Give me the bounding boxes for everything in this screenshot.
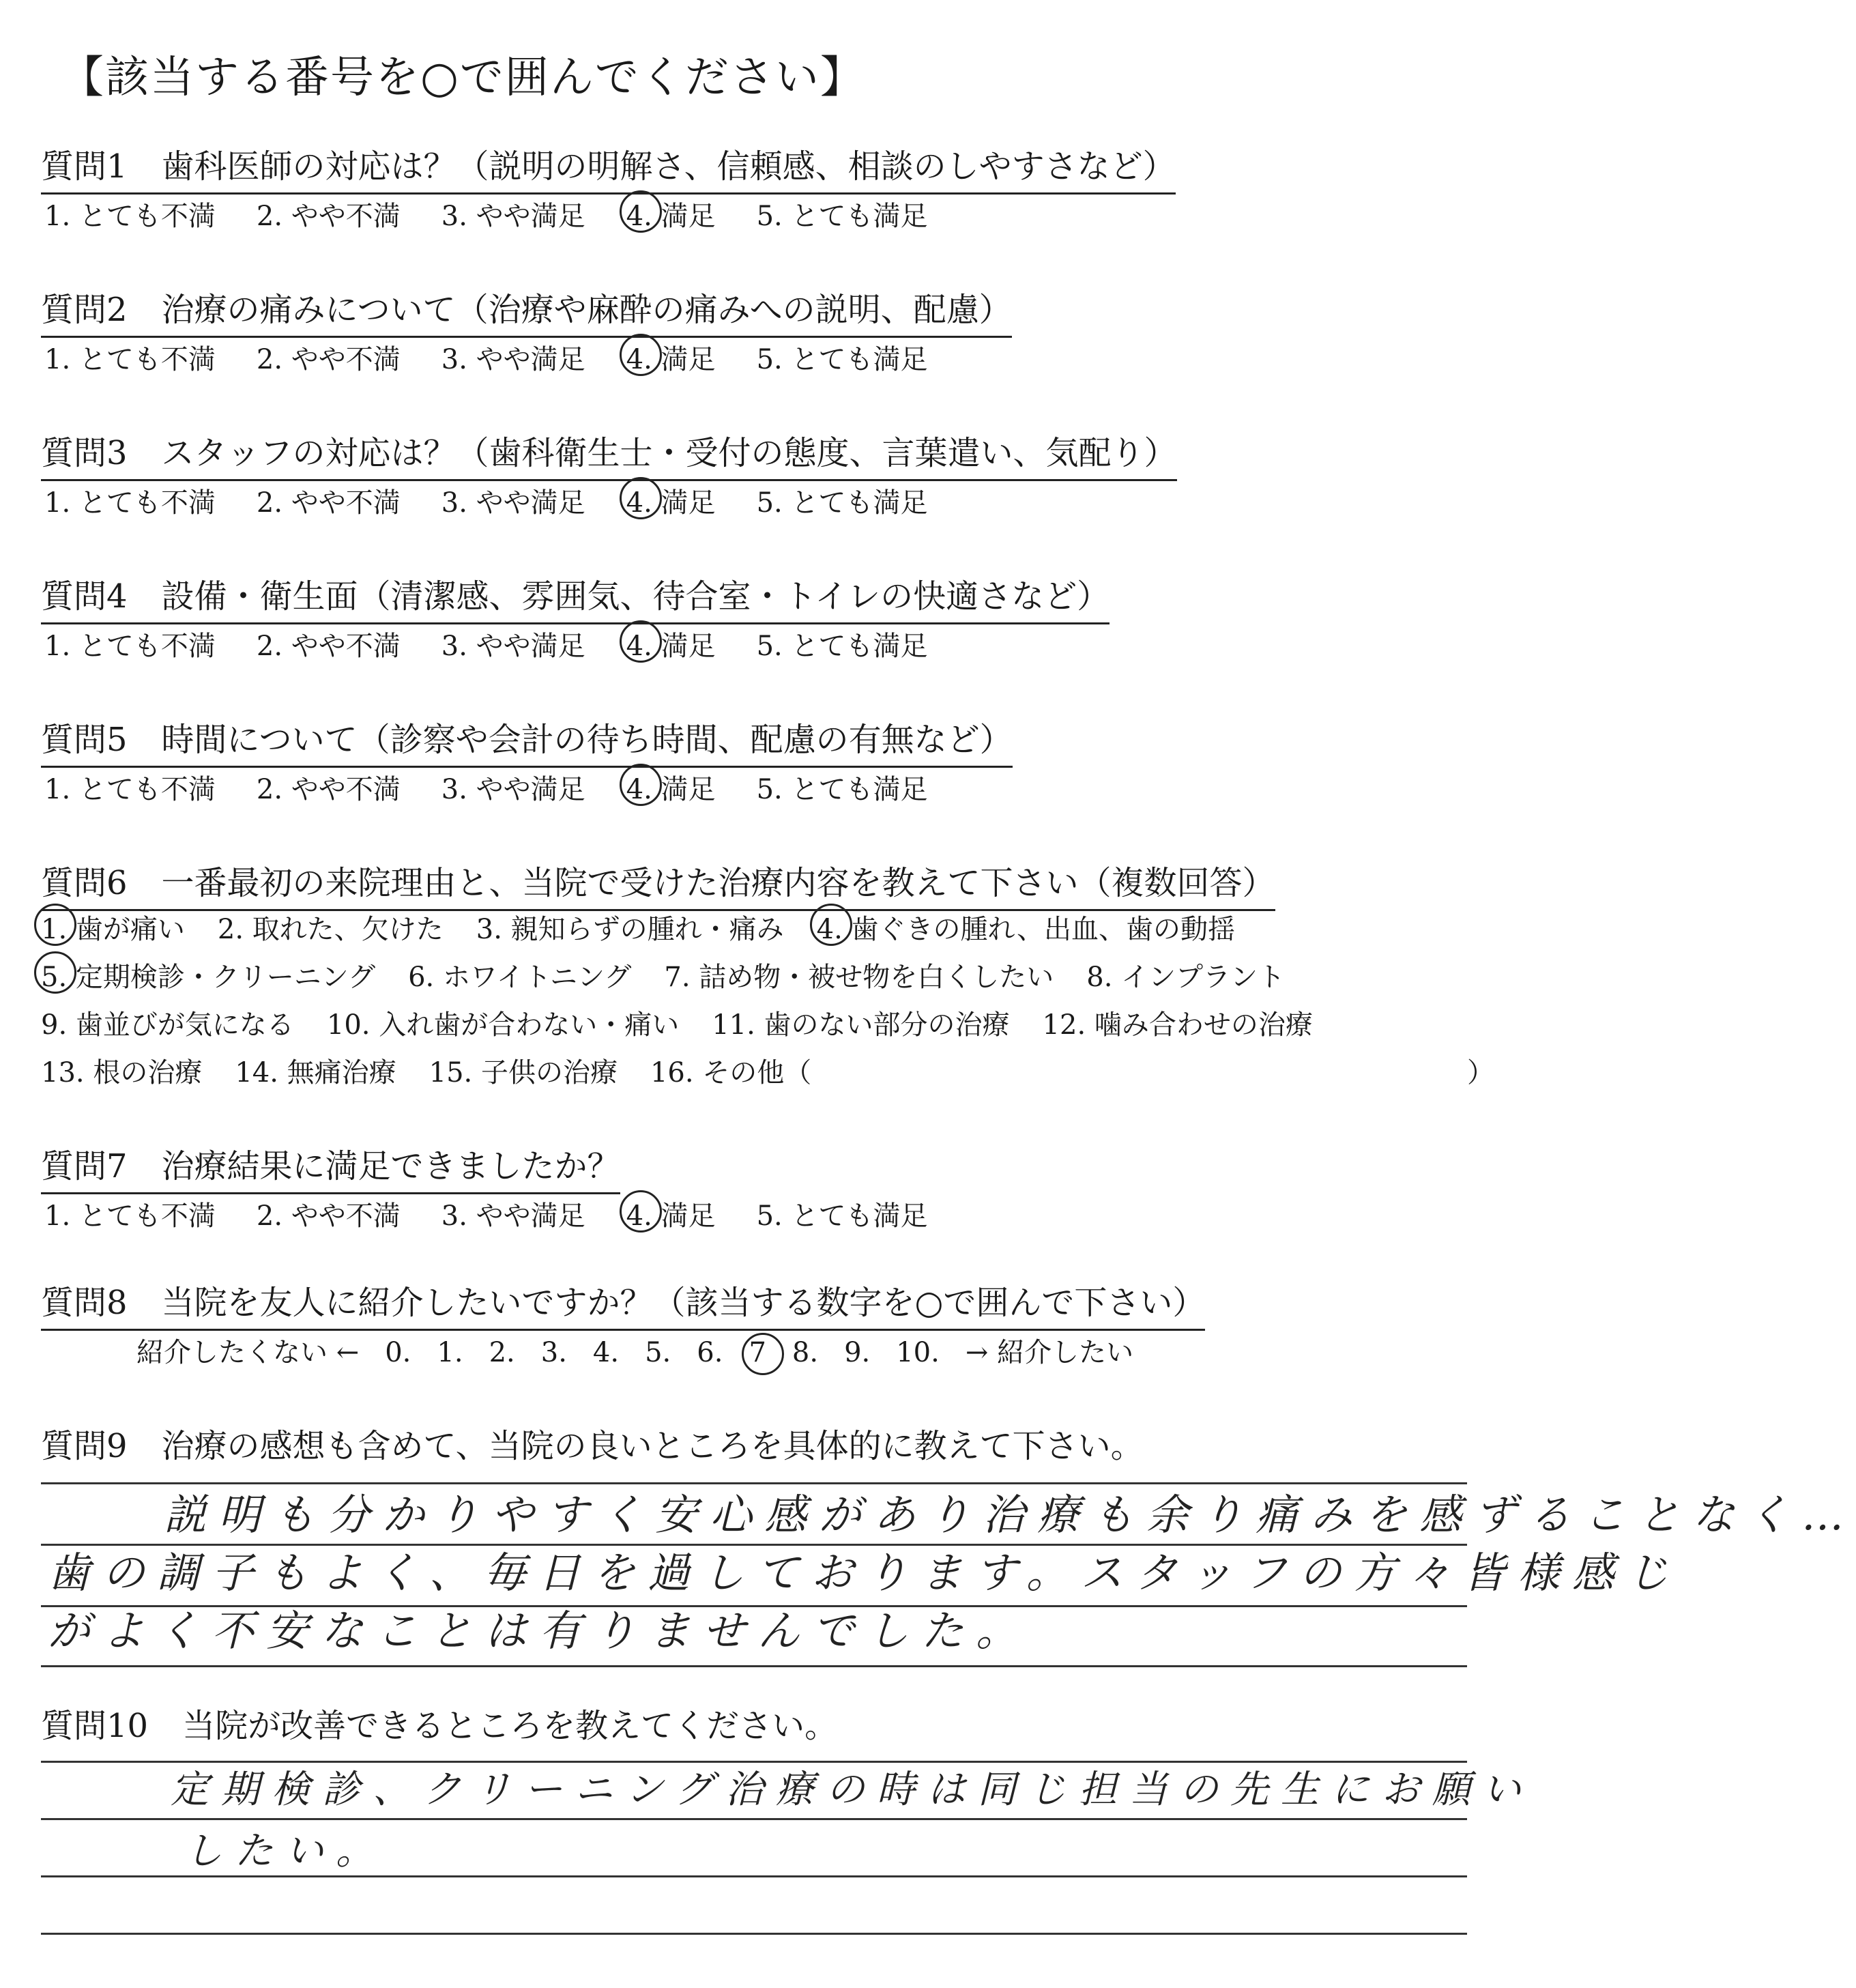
q8-number-2[interactable]: 2. [489,1337,515,1368]
q4-option-4-selected[interactable]: 4. 満足 [626,624,716,663]
question-6-number: 質問6 [41,864,128,902]
q6-option-14[interactable]: 14. 無痛治療 [235,1057,396,1089]
q8-number-0[interactable]: 0. [385,1337,411,1368]
q4-option-2[interactable]: 2. やや不満 [256,631,401,662]
question-2-options [44,338,968,377]
question-3-options [44,481,968,520]
q6-other-close-paren: ） [1467,1057,1494,1089]
question-10-text: 当院が改善できるところを教えてください。 [182,1707,838,1745]
q1-option-5[interactable]: 5. とても満足 [756,201,928,232]
question-9-text: 治療の感想も含めて、当院の良いところを具体的に教えて下さい。 [161,1427,1144,1465]
question-5-number: 質問5 [41,721,128,759]
question-8-header [41,1276,1205,1331]
q8-number-5[interactable]: 5. [645,1337,671,1368]
question-8-text: 当院を友人に紹介したいですか？（該当する数字を○で囲んで下さい） [161,1284,1206,1322]
question-3-number: 質問3 [41,434,128,472]
q8-right-label: → 紹介したい [965,1337,1134,1368]
question-7-text: 治療結果に満足できましたか？ [161,1147,620,1185]
q8-number-6[interactable]: 6. [697,1337,723,1368]
question-6-header [41,856,1275,911]
question-7-options [44,1194,968,1233]
question-6-row-3 [41,1003,1346,1042]
q6-option-2[interactable]: 2. 取れた、欠けた [217,914,444,945]
question-9-number: 質問9 [41,1427,128,1465]
q8-number-4[interactable]: 4. [592,1337,620,1368]
question-2-number: 質問2 [41,291,128,329]
question-4-header [41,570,1110,624]
question-6-row-4 [41,1051,844,1090]
question-6-row-1 [41,908,1268,947]
q6-option-12[interactable]: 12. 噛み合わせの治療 [1042,1009,1313,1041]
question-3-text: スタッフの対応は？（歯科衛生士・受付の態度、言葉遣い、気配り） [161,434,1177,472]
q5-option-1[interactable]: 1. とても不満 [44,774,216,805]
q6-option-10[interactable]: 10. 入れ歯が合わない・痛い [326,1009,680,1041]
question-3-header [41,427,1177,481]
q6-option-7[interactable]: 7. 詰め物・被せ物を白くしたい [664,962,1054,993]
q1-option-4-selected[interactable]: 4. 満足 [626,195,716,233]
q6-option-15[interactable]: 15. 子供の治療 [429,1057,618,1089]
q4-option-1[interactable]: 1. とても不満 [44,631,216,662]
q1-option-3[interactable]: 3. やや満足 [441,201,585,232]
q10-ruled-line-4 [41,1933,1467,1935]
q7-option-3[interactable]: 3. やや満足 [441,1200,585,1232]
q3-option-5[interactable]: 5. とても満足 [756,487,928,519]
q5-option-2[interactable]: 2. やや不満 [256,774,401,805]
q5-option-5[interactable]: 5. とても満足 [756,774,928,805]
question-1-text: 歯科医師の対応は？（説明の明解さ、信頼感、相談のしやすさなど） [161,147,1176,186]
q7-option-4-selected[interactable]: 4. 満足 [626,1194,716,1233]
q6-option-4-selected[interactable]: 4. 歯ぐきの腫れ、出血、歯の動揺 [817,908,1235,947]
q2-option-1[interactable]: 1. とても不満 [44,344,216,375]
question-1-header [41,140,1176,195]
question-4-text: 設備・衛生面（清潔感、雰囲気、待合室・トイレの快適さなど） [161,577,1110,616]
q2-option-4-selected[interactable]: 4. 満足 [626,338,716,377]
q6-option-11[interactable]: 11. 歯のない部分の治療 [712,1009,1010,1041]
q8-number-8[interactable]: 8. [792,1337,819,1368]
question-6-row-2 [41,955,1318,994]
question-8-number: 質問8 [41,1284,128,1322]
q7-option-1[interactable]: 1. とても不満 [44,1200,216,1232]
question-5-options [44,768,968,807]
q10-answer-line-2: したい。 [184,1829,386,1873]
question-9-header [41,1420,1144,1472]
question-4-options [44,624,968,663]
q3-option-2[interactable]: 2. やや不満 [256,487,401,519]
question-5-header [41,713,1013,768]
q10-ruled-line-3 [41,1875,1467,1877]
question-4-number: 質問4 [41,577,128,616]
question-10-number: 質問10 [41,1707,149,1745]
q5-option-4-selected[interactable]: 4. 満足 [626,768,716,807]
q9-answer-line-1: 説明も分かりやすく安心感があり治療も余り痛みを感ずることなく… [164,1490,1856,1540]
q6-option-3[interactable]: 3. 親知らずの腫れ・痛み [476,914,784,945]
q6-option-8[interactable]: 8. インプラント [1086,962,1286,993]
q8-number-1[interactable]: 1. [437,1337,463,1368]
q8-number-3[interactable]: 3. [540,1337,567,1368]
q10-answer-line-1: 定期検診、クリーニング治療の時は同じ担当の先生にお願い [171,1768,1533,1812]
q6-option-9[interactable]: 9. 歯並びが気になる [41,1009,294,1041]
q10-ruled-line-2 [41,1818,1467,1820]
question-6-text: 一番最初の来院理由と、当院で受けた治療内容を教えて下さい（複数回答） [161,864,1275,902]
q6-option-6[interactable]: 6. ホワイトニング [408,962,632,993]
q3-option-4-selected[interactable]: 4. 満足 [626,481,716,520]
question-8-scale [136,1331,1159,1370]
q9-answer-line-2: 歯の調子もよく、毎日を過しております。スタッフの方々皆様感じ [48,1548,1681,1598]
q1-option-2[interactable]: 2. やや不満 [256,201,401,232]
q7-option-5[interactable]: 5. とても満足 [756,1200,928,1232]
q6-option-5-selected[interactable]: 5. 定期検診・クリーニング [41,955,375,994]
q8-left-label: 紹介したくない ← [136,1337,360,1368]
question-2-text: 治療の痛みについて（治療や麻酔の痛みへの説明、配慮） [161,291,1012,329]
q8-number-9[interactable]: 9. [844,1337,871,1368]
question-2-header [41,283,1012,338]
question-1-options [44,195,968,233]
q4-option-3[interactable]: 3. やや満足 [441,631,585,662]
question-10-header [41,1699,837,1752]
q9-ruled-line-4 [41,1665,1467,1667]
q2-option-5[interactable]: 5. とても満足 [756,344,928,375]
q4-option-5[interactable]: 5. とても満足 [756,631,928,662]
q2-option-2[interactable]: 2. やや不満 [256,344,401,375]
q3-option-3[interactable]: 3. やや満足 [441,487,585,519]
question-1-number: 質問1 [41,147,128,186]
question-5-text: 時間について（診察や会計の待ち時間、配慮の有無など） [161,721,1013,759]
question-7-header [41,1140,620,1194]
page-title: 【該当する番号を○で囲んでください】 [60,53,865,103]
q6-option-13[interactable]: 13. 根の治療 [41,1057,203,1089]
q9-answer-line-3: がよく不安なことは有りませんでした。 [48,1606,1031,1656]
q3-option-1[interactable]: 1. とても不満 [44,487,216,519]
q7-option-2[interactable]: 2. やや不満 [256,1200,401,1232]
question-7-number: 質問7 [41,1147,128,1185]
q6-option-16[interactable]: 16. その他（ [650,1057,812,1089]
q2-option-3[interactable]: 3. やや満足 [441,344,585,375]
q5-option-3[interactable]: 3. やや満足 [441,774,585,805]
q8-number-7-selected[interactable]: 7 [749,1337,766,1368]
q1-option-1[interactable]: 1. とても不満 [44,201,216,232]
q6-option-1-selected[interactable]: 1. 歯が痛い [41,908,185,947]
q8-number-10[interactable]: 10. [896,1337,940,1368]
